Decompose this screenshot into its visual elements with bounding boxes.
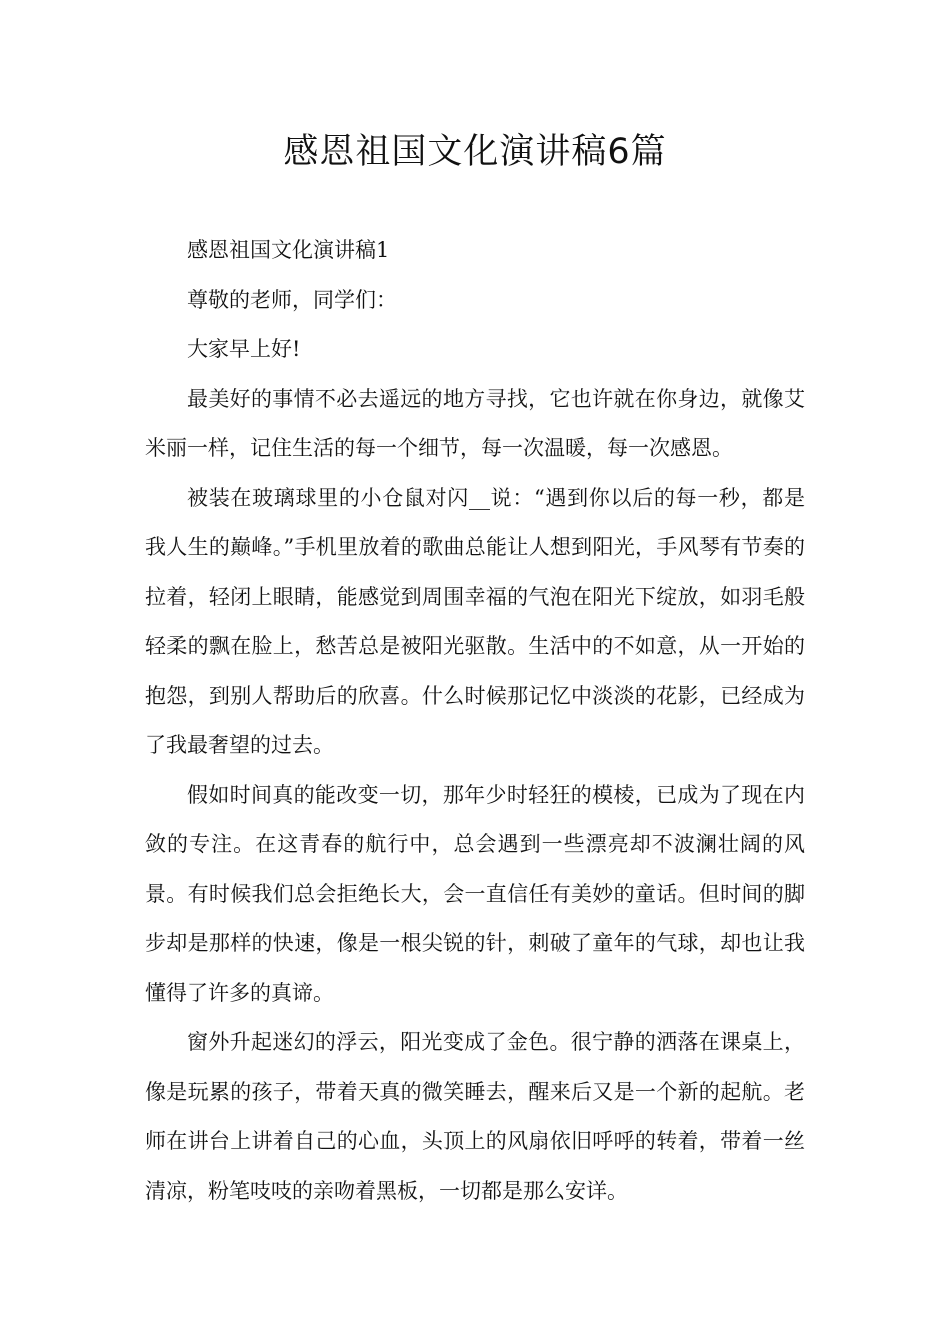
paragraph: 假如时间真的能改变一切，那年少时轻狂的模棱，已成为了现在内敛的专注。在这青春的航行中，总会遇到一些漂亮却不波澜壮阔的风景。有时候我们总会拒绝长大，会一直信任有美妙的童话。但时间的脚步却是那样的快速，像是一根尖锐的针，刺破了童年的气球，却也让我懂得了许多的真谛。 [145, 782, 805, 1005]
paragraph: 被装在玻璃球里的小仓鼠对闪__说：“遇到你以后的每一秒，都是我人生的巅峰。”手机里放着的歌曲总能让人想到阳光，手风琴有节奏的拉着，轻闭上眼睛，能感觉到周围幸福的气泡在阳光下绽放，如羽毛般轻柔的飘在脸上，愁苦总是被阳光驱散。生活中的不如意，从一开始的抱怨，到别人帮助后的欣喜。什么时候那记忆中淡淡的花影，已经成为了我最奢望的过去。 [145, 485, 805, 757]
paragraph: 最美好的事情不必去遥远的地方寻找，它也许就在你身边，就像艾米丽一样，记住生活的每一个细节，每一次温暖，每一次感恩。 [145, 386, 805, 460]
paragraph: 窗外升起迷幻的浮云，阳光变成了金色。很宁静的洒落在课桌上，像是玩累的孩子，带着天真的微笑睡去，醒来后又是一个新的起航。老师在讲台上讲着自己的心血，头顶上的风扇依旧呼呼的转着，带着一丝清凉，粉笔吱吱的亲吻着黑板，一切都是那么安详。 [145, 1030, 805, 1203]
greeting: 大家早上好! [187, 337, 301, 361]
section-heading: 感恩祖国文化演讲稿1 [187, 238, 390, 262]
document-title: 感恩祖国文化演讲稿6篇 [283, 132, 667, 172]
document-body [145, 226, 805, 1216]
salutation: 尊敬的老师，同学们： [187, 287, 397, 312]
